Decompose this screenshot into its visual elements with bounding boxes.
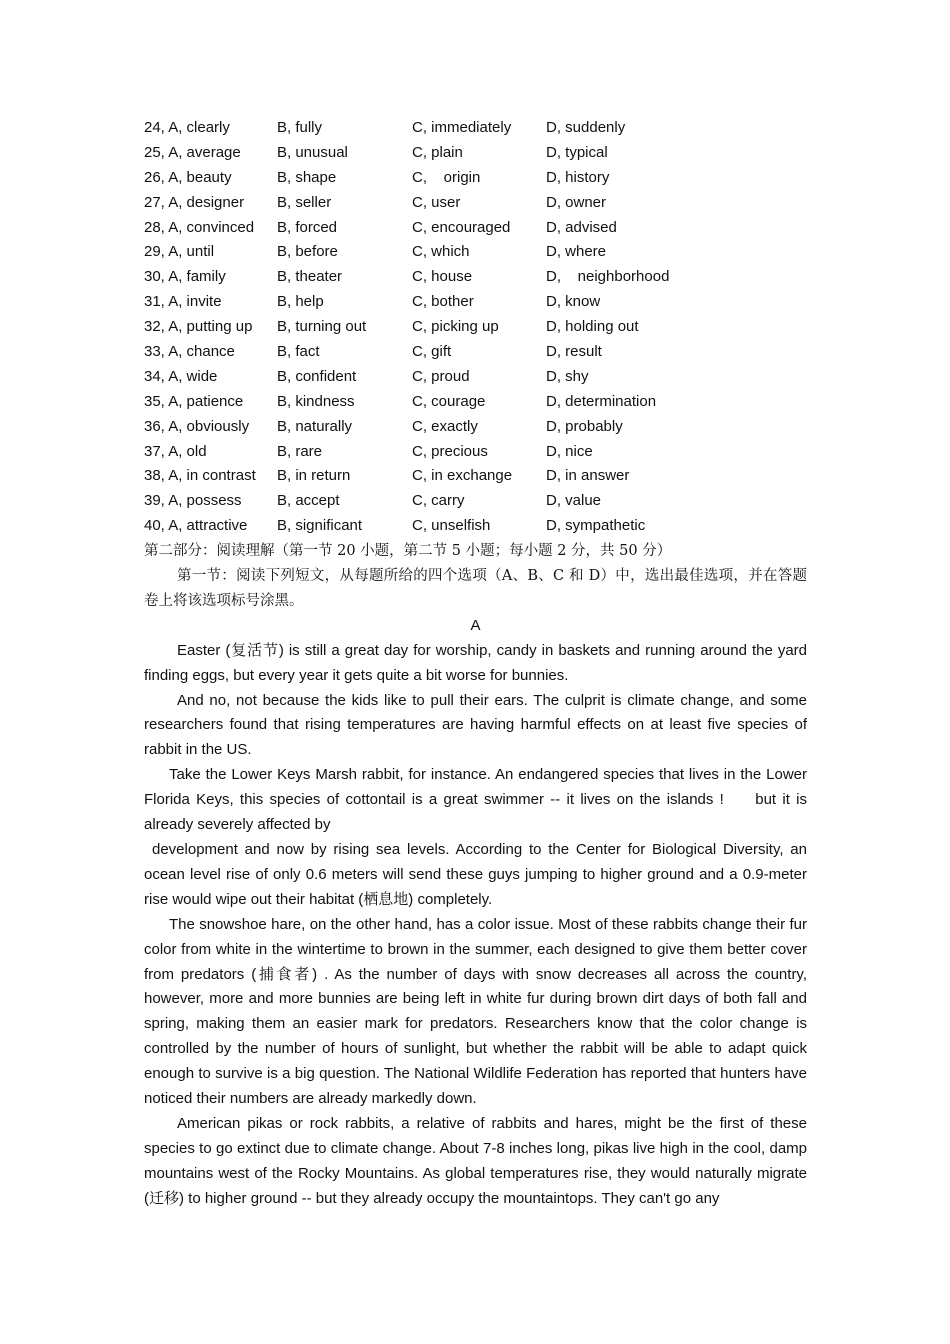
option-b: B, kindness xyxy=(277,392,355,410)
option-d: D, value xyxy=(546,492,602,510)
option-a: 28, A, convinced xyxy=(144,218,255,236)
question-options-row xyxy=(144,290,807,315)
option-d: D, sympathetic xyxy=(546,517,646,535)
option-b: B, rare xyxy=(277,442,323,460)
option-a: 26, A, beauty xyxy=(144,168,232,186)
option-d: D, determination xyxy=(546,392,657,410)
option-b: B, significant xyxy=(277,517,363,535)
option-a: 35, A, patience xyxy=(144,392,244,410)
option-a: 40, A, attractive xyxy=(144,517,248,535)
option-a: 30, A, family xyxy=(144,268,226,286)
option-b: B, turning out xyxy=(277,318,367,336)
option-b: B, help xyxy=(277,293,324,311)
option-a: 38, A, in contrast xyxy=(144,467,256,485)
option-c: C, picking up xyxy=(412,318,499,336)
option-c: C, immediately xyxy=(412,119,512,136)
option-a: 36, A, obviously xyxy=(144,417,250,435)
section-instructions: 第一节：阅读下列短文，从每题所给的四个选项（A、B、C 和 D）中，选出最佳选项，并在答题卷上将该选项标号涂黑。 xyxy=(144,568,807,609)
option-a: 33, A, chance xyxy=(144,343,235,361)
passage-paragraph: American pikas or rock rabbits, a relative of rabbits and hares, might be the first of these species to go extinct due to climate change. About 7-8 inches long, pikas live high in the cool, damp mountains west of the Rocky Mountains. As global temperatures rise, they would naturally migrate (迁移) to higher ground -- but they already occupy the mountaintops. They can't go any xyxy=(144,1114,807,1207)
question-options-row xyxy=(144,191,807,216)
option-d: D, neighborhood xyxy=(546,268,670,286)
option-b: B, theater xyxy=(277,268,343,286)
option-d: D, where xyxy=(546,243,607,261)
option-a: 25, A, average xyxy=(144,143,241,161)
option-a: 27, A, designer xyxy=(144,193,245,211)
option-d: D, advised xyxy=(546,218,617,236)
question-options-row xyxy=(144,365,807,390)
option-c: C, carry xyxy=(412,492,465,510)
option-d: D, history xyxy=(546,168,610,186)
passage-paragraph: Easter (复活节) is still a great day for worship, candy in baskets and running around the yard finding eggs, but every year it gets quite a bit worse for bunnies. xyxy=(144,641,807,684)
option-a: 37, A, old xyxy=(144,442,207,460)
option-c: C, in exchange xyxy=(412,467,513,485)
option-d: D, typical xyxy=(546,143,608,161)
option-d: D, probably xyxy=(546,417,623,435)
option-a: 34, A, wide xyxy=(144,367,218,385)
passage-paragraph: Take the Lower Keys Marsh rabbit, for instance. An endangered species that lives in the Lower Florida Keys, this species of cottontail is a great swimmer -- it lives on the islands ! but it is already severely affected by xyxy=(144,766,812,834)
option-b: B, fully xyxy=(277,119,323,136)
question-options-row xyxy=(144,464,807,489)
option-a: 29, A, until xyxy=(144,243,215,261)
option-a: 39, A, possess xyxy=(144,492,242,510)
passage-paragraph: And no, not because the kids like to pull their ears. The culprit is climate change, and some researchers found that rising temperatures are having harmful effects on at least five species of rabbit in the US. xyxy=(144,691,807,759)
question-options-row xyxy=(144,116,807,141)
option-d: D, suddenly xyxy=(546,119,626,136)
question-options-row xyxy=(144,315,807,340)
option-a: 24, A, clearly xyxy=(144,119,230,136)
question-options-row xyxy=(144,265,807,290)
option-c: C, plain xyxy=(412,143,463,161)
question-options-row xyxy=(144,415,807,440)
option-d: D, holding out xyxy=(546,318,639,336)
option-d: D, owner xyxy=(546,193,607,211)
option-b: B, naturally xyxy=(277,417,353,435)
passage-title: A xyxy=(470,616,481,634)
question-options-row xyxy=(144,489,807,514)
question-options-row xyxy=(144,340,807,365)
section-heading: 第二部分：阅读理解（第一节 20 小题，第二节 5 小题；每小题 2 分，共 50 分） xyxy=(144,543,672,560)
question-options-row xyxy=(144,390,807,415)
question-options-row xyxy=(144,216,807,241)
question-options-row xyxy=(144,240,807,265)
option-d: D, know xyxy=(546,293,601,311)
option-c: C, bother xyxy=(412,293,474,311)
option-b: B, seller xyxy=(277,193,332,211)
passage-paragraph: The snowshoe hare, on the other hand, has a color issue. Most of these rabbits change their fur color from white in the wintertime to brown in the summer, each designed to give them better cover from predators (捕食者) . As the number of days with snow decreases all across the country, however, more and more bunnies are being left in white fur during brown dirt days of both fall and spring, making them an easier mark for predators. Researchers know that the color change is controlled by the number of hours of sunlight, but whether the rabbit will be able to adapt quick enough to survive is a big question. The National Wildlife Federation has reported that hunters have noticed their numbers are already markedly down. xyxy=(144,915,807,1108)
option-d: D, in answer xyxy=(546,467,630,485)
option-c: C, user xyxy=(412,193,461,211)
option-d: D, shy xyxy=(546,367,589,385)
option-b: B, in return xyxy=(277,467,351,485)
option-c: C, gift xyxy=(412,343,452,361)
option-c: C, proud xyxy=(412,367,470,385)
options-list xyxy=(144,116,807,539)
option-c: C, unselfish xyxy=(412,517,491,535)
option-a: 31, A, invite xyxy=(144,293,222,311)
option-b: B, fact xyxy=(277,343,320,361)
passage-paragraph: development and now by rising sea levels. According to the Center for Biological Diversity, an ocean level rise of only 0.6 meters will send these guys jumping to higher ground and a 0.9-meter rise would wipe out their habitat (栖息地) completely. xyxy=(144,841,807,908)
option-b: B, confident xyxy=(277,367,357,385)
question-options-row xyxy=(144,440,807,465)
option-b: B, unusual xyxy=(277,143,348,161)
option-c: C, exactly xyxy=(412,417,478,435)
option-c: C, courage xyxy=(412,392,486,410)
option-c: C, origin xyxy=(412,168,481,186)
question-options-row xyxy=(144,514,807,539)
exam-page xyxy=(144,116,812,1212)
option-c: C, which xyxy=(412,243,470,261)
option-b: B, shape xyxy=(277,168,337,186)
option-b: B, accept xyxy=(277,492,340,510)
option-c: C, house xyxy=(412,268,473,286)
question-options-row xyxy=(144,166,807,191)
option-c: C, encouraged xyxy=(412,218,511,236)
option-a: 32, A, putting up xyxy=(144,318,253,336)
question-options-row xyxy=(144,141,807,166)
option-b: B, before xyxy=(277,243,338,261)
option-c: C, precious xyxy=(412,442,488,460)
option-d: D, nice xyxy=(546,442,593,460)
option-d: D, result xyxy=(546,343,602,361)
option-b: B, forced xyxy=(277,218,338,236)
